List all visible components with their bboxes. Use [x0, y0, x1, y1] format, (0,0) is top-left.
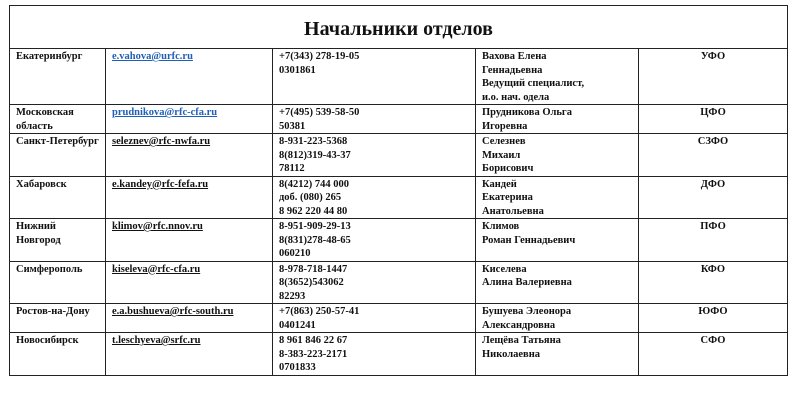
phone-cell	[273, 134, 476, 177]
title-row	[10, 6, 788, 49]
city-cell	[10, 134, 106, 177]
table-row	[10, 49, 788, 105]
email-link[interactable]: t.leschyeva@srfc.ru	[112, 335, 201, 346]
name-cell-line: Николаевна	[482, 348, 541, 360]
phone-cell-line: 0301861	[279, 64, 316, 76]
phone-cell-line: 8(831)278-48-65	[279, 234, 351, 246]
phone-cell	[273, 49, 476, 105]
phone-cell-line: 50381	[279, 120, 306, 132]
district-cell: ЮФО	[639, 304, 788, 333]
name-cell	[476, 134, 639, 177]
name-cell-line: Борисович	[482, 163, 534, 174]
district-cell: ДФО	[639, 176, 788, 219]
email-link[interactable]: e.kandey@rfc-fefa.ru	[112, 178, 209, 190]
name-cell	[476, 261, 639, 304]
name-cell-line: Вахова Елена	[482, 51, 547, 62]
phone-cell-line: 0401241	[279, 319, 316, 331]
city-cell-line: Хабаровск	[16, 178, 67, 190]
city-cell	[10, 49, 106, 105]
phone-cell-line: 060210	[279, 248, 311, 259]
name-cell-line: Прудникова Ольга	[482, 107, 572, 118]
district-cell: СЗФО	[639, 134, 788, 177]
email-link[interactable]: kiseleva@rfc-cfa.ru	[112, 263, 201, 275]
city-cell	[10, 105, 106, 134]
district-cell: КФО	[639, 261, 788, 304]
table-row	[10, 261, 788, 304]
table-row	[10, 134, 788, 177]
phone-cell-line: 8-383-223-2171	[279, 348, 348, 360]
email-cell	[106, 304, 273, 333]
phone-cell-line: 8 962 220 44 80	[279, 205, 348, 217]
city-cell-line: Санкт-Петербург	[16, 136, 99, 147]
phone-cell-line: 8(812)319-43-37	[279, 149, 351, 161]
name-cell-line: и.о. нач. одела	[482, 91, 550, 103]
email-cell	[106, 176, 273, 219]
phone-cell	[273, 105, 476, 134]
phone-cell-line: 8(4212) 744 000	[279, 178, 349, 190]
name-cell-line: Александровна	[482, 319, 556, 331]
name-cell-line: Кандей	[482, 178, 517, 190]
district-cell: УФО	[639, 49, 788, 105]
email-link[interactable]: klimov@rfc.nnov.ru	[112, 221, 203, 232]
name-cell-line: Киселева	[482, 263, 527, 275]
city-cell-line: Симферополь	[16, 263, 83, 275]
phone-cell-line: 8(3652)543062	[279, 277, 344, 288]
city-cell	[10, 304, 106, 333]
district-cell: ПФО	[639, 219, 788, 262]
phone-cell-line: 0701833	[279, 362, 316, 373]
city-cell	[10, 219, 106, 262]
city-cell-line: Нижний	[16, 221, 56, 232]
district-cell: ЦФО	[639, 105, 788, 134]
email-cell	[106, 333, 273, 376]
name-cell	[476, 105, 639, 134]
phone-cell-line: 8-931-223-5368	[279, 136, 348, 147]
email-cell	[106, 105, 273, 134]
phone-cell-line: +7(863) 250-57-41	[279, 306, 360, 317]
table-row	[10, 176, 788, 219]
name-cell-line: Бушуева Элеонора	[482, 306, 572, 317]
email-link[interactable]: seleznev@rfc-nwfa.ru	[112, 136, 211, 147]
phone-cell	[273, 261, 476, 304]
name-cell-line: Лещёва Татьяна	[482, 335, 561, 346]
email-link[interactable]: e.vahova@urfc.ru	[112, 51, 193, 62]
city-cell-line: Московская	[16, 107, 74, 118]
name-cell	[476, 219, 639, 262]
phone-cell-line: 82293	[279, 290, 306, 302]
city-cell-line: область	[16, 120, 53, 132]
table-row	[10, 219, 788, 262]
city-cell-line: Новгород	[16, 234, 61, 246]
table-row	[10, 105, 788, 134]
phone-cell-line: +7(343) 278-19-05	[279, 51, 360, 62]
name-cell	[476, 49, 639, 105]
phone-cell	[273, 176, 476, 219]
email-cell	[106, 219, 273, 262]
city-cell-line: Екатеринбург	[16, 51, 83, 62]
table-row	[10, 333, 788, 376]
name-cell-line: Роман Геннадьевич	[482, 234, 576, 246]
district-cell: СФО	[639, 333, 788, 376]
phone-cell	[273, 304, 476, 333]
name-cell-line: Селезнев	[482, 136, 526, 147]
phone-cell	[273, 219, 476, 262]
city-cell	[10, 261, 106, 304]
name-cell-line: Анатольевна	[482, 205, 544, 217]
name-cell	[476, 333, 639, 376]
email-link[interactable]: e.a.bushueva@rfc-south.ru	[112, 306, 234, 317]
city-cell	[10, 176, 106, 219]
department-heads-table	[9, 5, 788, 376]
email-cell	[106, 134, 273, 177]
city-cell	[10, 333, 106, 376]
name-cell-line: Игоревна	[482, 120, 528, 132]
city-cell-line: Новосибирск	[16, 335, 79, 346]
table-row	[10, 304, 788, 333]
phone-cell-line: 78112	[279, 163, 305, 174]
document-page	[9, 5, 788, 410]
name-cell	[476, 176, 639, 219]
name-cell-line: Геннадьевна	[482, 64, 543, 76]
phone-cell-line: доб. (080) 265	[279, 192, 342, 203]
name-cell-line: Екатерина	[482, 192, 533, 203]
email-cell	[106, 49, 273, 105]
table-title: Начальники отделов	[10, 6, 788, 49]
email-cell	[106, 261, 273, 304]
email-link[interactable]: prudnikova@rfc-cfa.ru	[112, 107, 218, 118]
phone-cell-line: +7(495) 539-58-50	[279, 107, 360, 118]
name-cell-line: Ведущий специалист,	[482, 78, 585, 89]
phone-cell-line: 8-978-718-1447	[279, 263, 348, 275]
city-cell-line: Ростов-на-Дону	[16, 306, 90, 317]
name-cell-line: Михаил	[482, 149, 521, 161]
name-cell-line: Климов	[482, 221, 520, 232]
name-cell	[476, 304, 639, 333]
phone-cell-line: 8 961 846 22 67	[279, 335, 348, 346]
phone-cell	[273, 333, 476, 376]
name-cell-line: Алина Валериевна	[482, 277, 572, 288]
phone-cell-line: 8-951-909-29-13	[279, 221, 351, 232]
